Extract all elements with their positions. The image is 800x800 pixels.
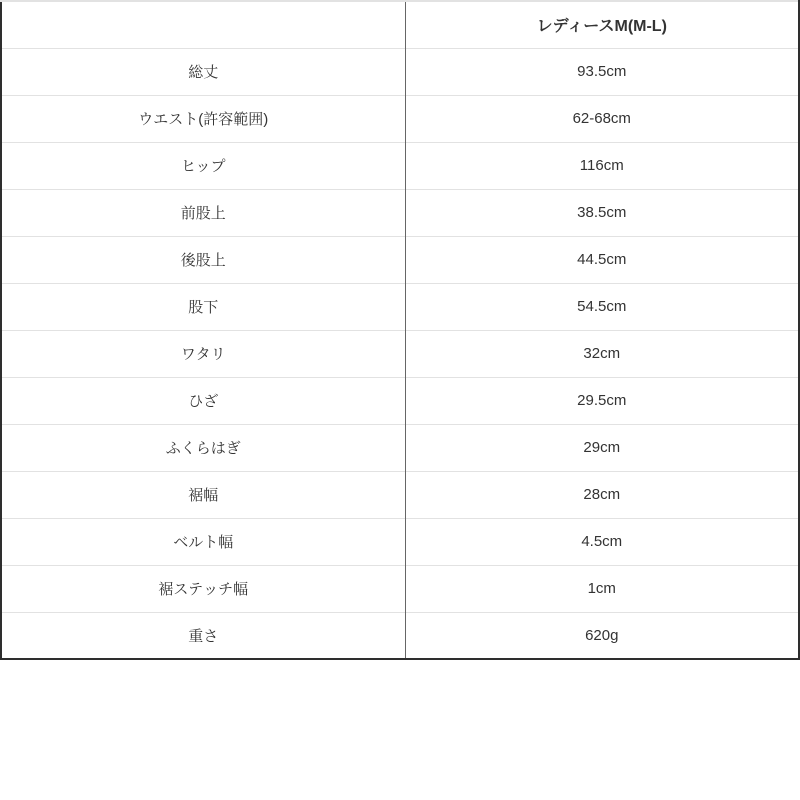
table-header-row [1,1,799,48]
header-size-label: レディースM(M-L) [405,1,799,48]
header-empty-cell [1,1,405,48]
measurement-value: 62-68cm [405,95,799,142]
table-row [1,236,799,283]
measurement-label: 裾幅 [1,471,405,518]
table-row [1,283,799,330]
measurement-value: 38.5cm [405,189,799,236]
measurement-value: 32cm [405,330,799,377]
table-row [1,424,799,471]
measurement-value: 44.5cm [405,236,799,283]
measurement-value: 29cm [405,424,799,471]
measurement-label: ふくらはぎ [1,424,405,471]
measurement-label: ワタリ [1,330,405,377]
measurement-label: 重さ [1,612,405,659]
measurement-label: ベルト幅 [1,518,405,565]
table-row [1,518,799,565]
measurement-value: 1cm [405,565,799,612]
measurement-value: 54.5cm [405,283,799,330]
table-row [1,565,799,612]
table-row [1,471,799,518]
measurement-label: 総丈 [1,48,405,95]
table-row [1,377,799,424]
table-row [1,48,799,95]
table-row [1,142,799,189]
measurement-label: 後股上 [1,236,405,283]
measurement-value: 93.5cm [405,48,799,95]
measurement-label: ひざ [1,377,405,424]
measurement-value: 620g [405,612,799,659]
measurement-value: 4.5cm [405,518,799,565]
measurement-label: 前股上 [1,189,405,236]
table-row [1,95,799,142]
measurement-value: 29.5cm [405,377,799,424]
table-row [1,330,799,377]
measurement-value: 28cm [405,471,799,518]
measurement-label: ヒップ [1,142,405,189]
table-row [1,189,799,236]
table-row [1,612,799,659]
measurement-label: 裾ステッチ幅 [1,565,405,612]
measurement-label: ウエスト(許容範囲) [1,95,405,142]
measurement-label: 股下 [1,283,405,330]
measurement-value: 116cm [405,142,799,189]
table-body [1,48,799,659]
